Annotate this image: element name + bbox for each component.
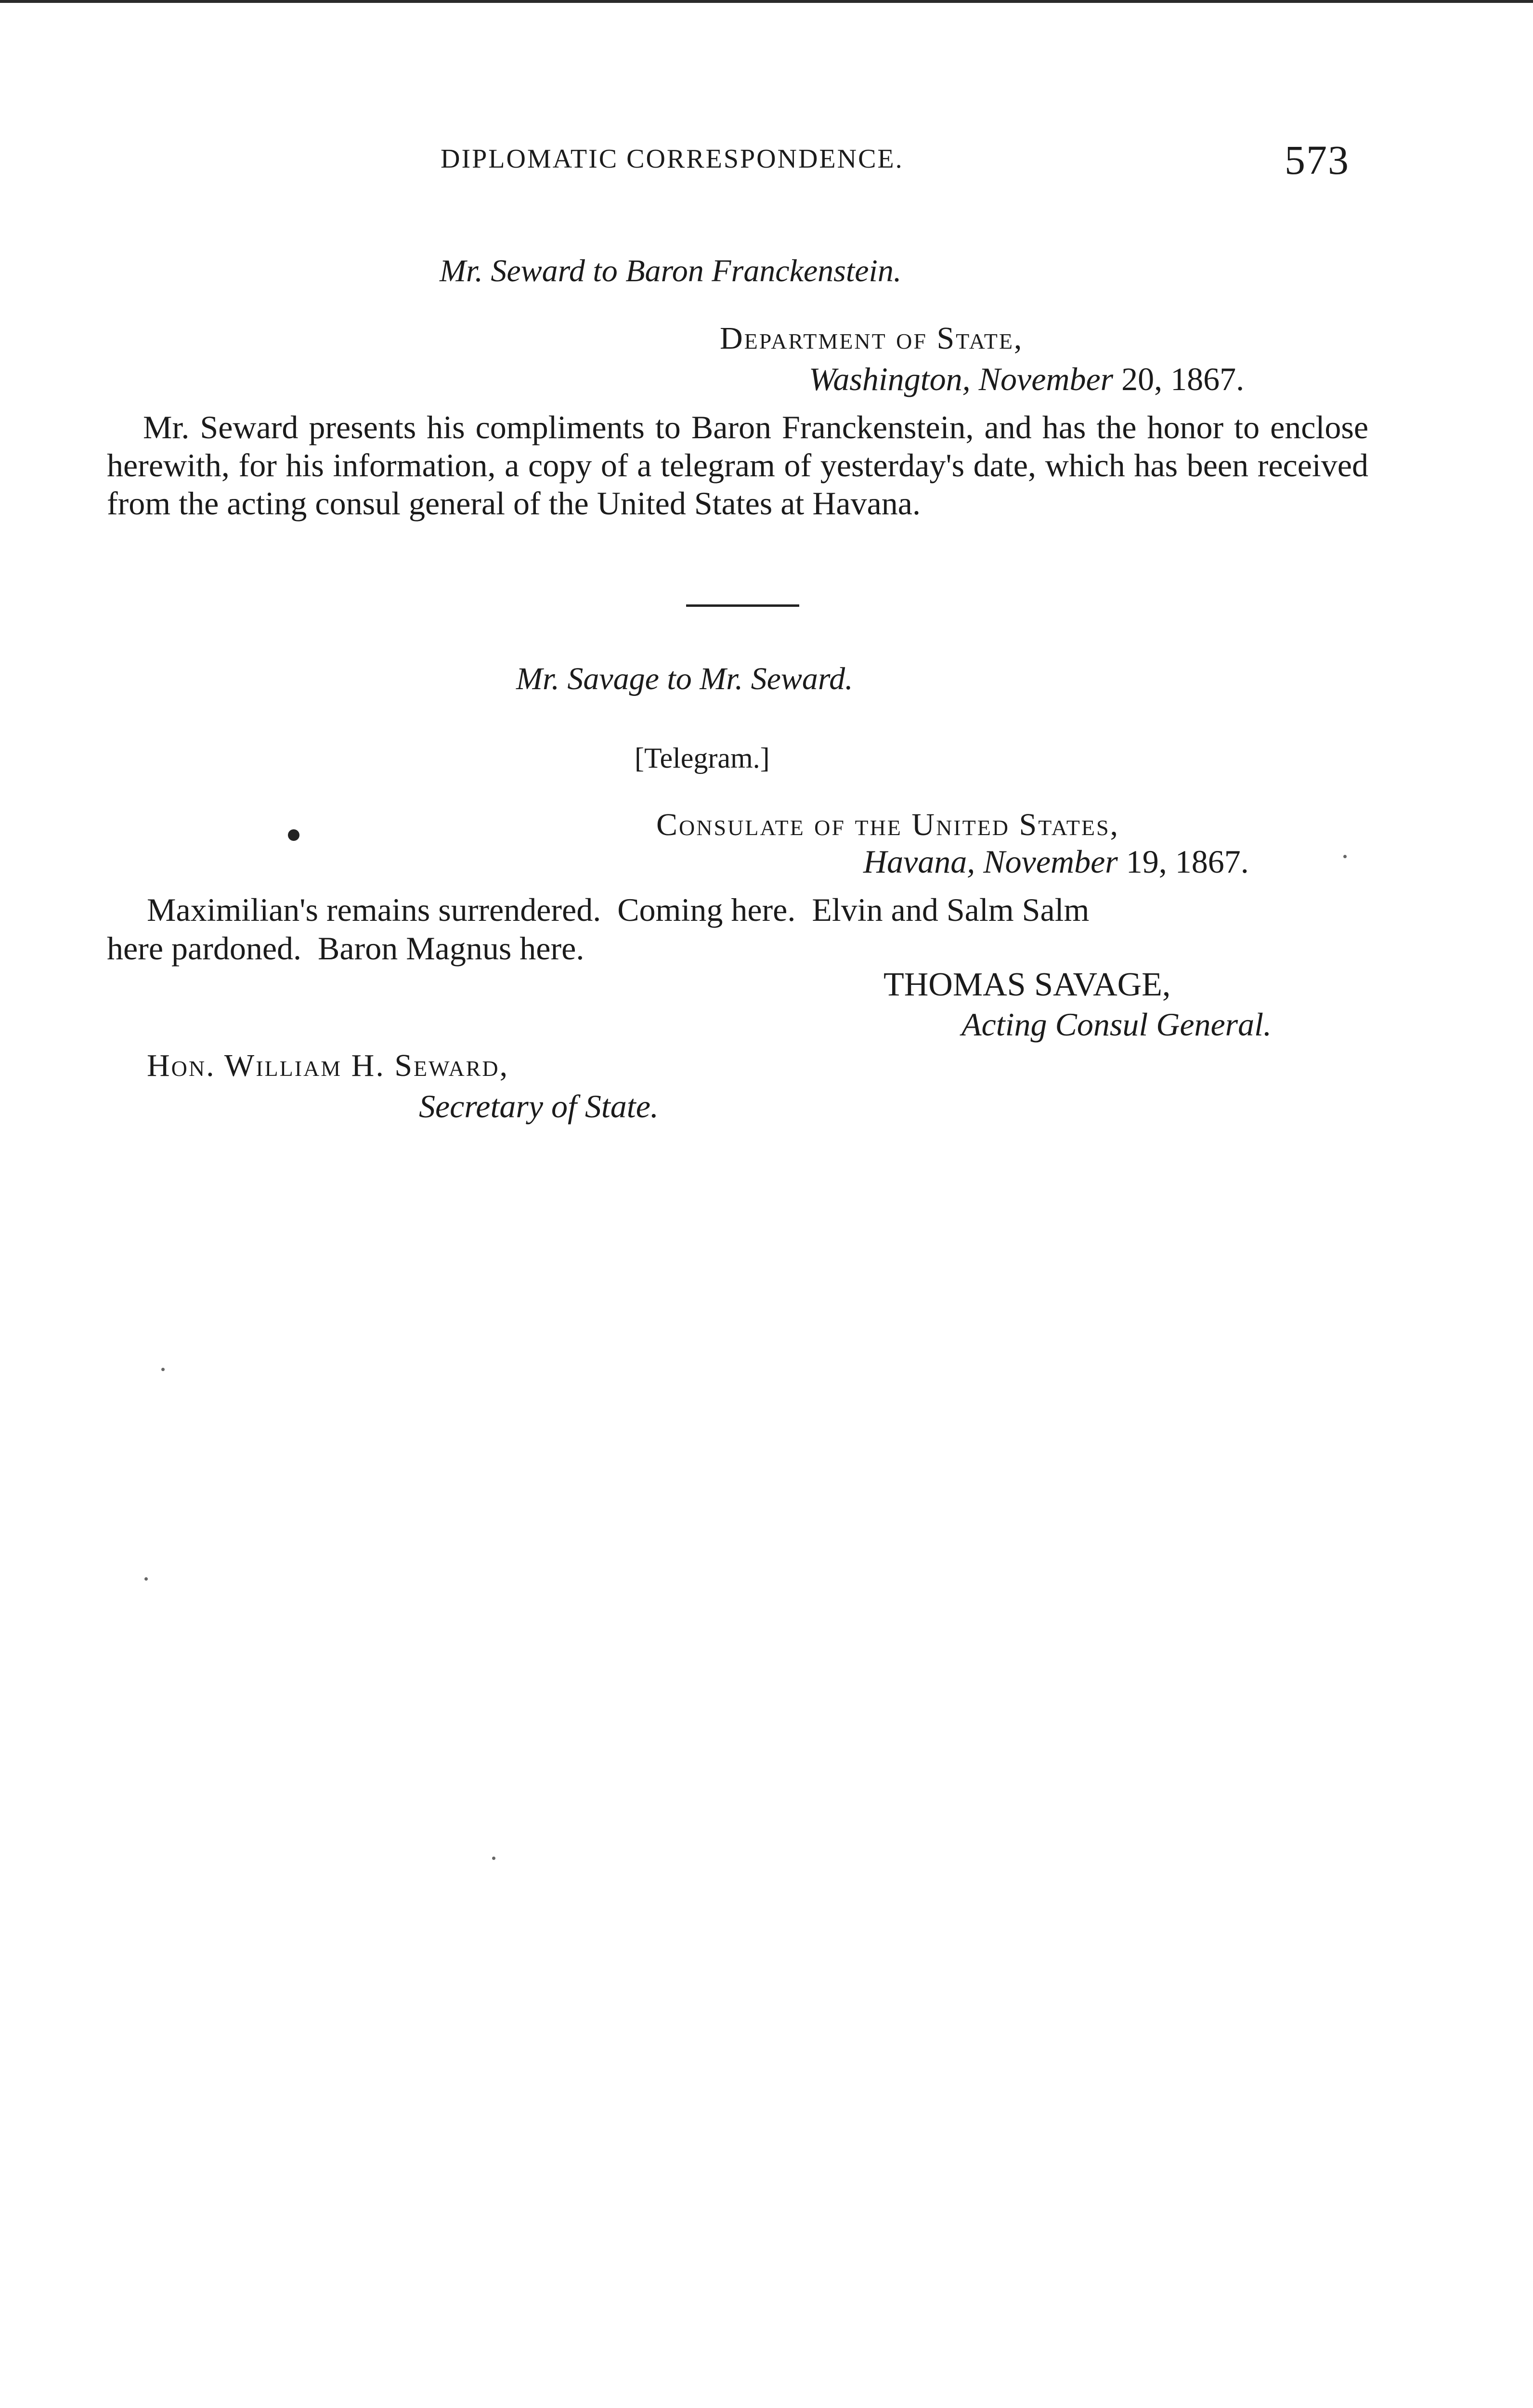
letter2-body-line2: here pardoned. Baron Magnus here. [107, 930, 585, 967]
signature-name: THOMAS SAVAGE, [883, 966, 1171, 1003]
letter1-place-line: Department of State, [720, 321, 1024, 356]
telegram-label: [Telegram.] [635, 742, 770, 774]
letter2-heading: Mr. Savage to Mr. Seward. [516, 661, 853, 696]
letter1-date-rest: 20, 1867. [1113, 361, 1245, 397]
section-divider [686, 604, 799, 607]
running-head: DIPLOMATIC CORRESPONDENCE. [441, 144, 904, 174]
letter2-date-place: Havana, November [863, 843, 1118, 880]
ink-mark [1343, 855, 1347, 858]
ink-mark [144, 1577, 148, 1581]
letter1-date-place: Washington, November [809, 361, 1114, 397]
letter2-dateline [863, 843, 1249, 881]
letter1-heading: Mr. Seward to Baron Franckenstein. [440, 253, 902, 288]
page-number: 573 [1285, 137, 1350, 183]
addressee-title: Secretary of State. [419, 1088, 659, 1125]
ink-speck [288, 829, 299, 841]
ink-mark [492, 1857, 495, 1860]
letter2-body-line1: Maximilian's remains surrendered. Coming here. Elvin and Salm Salm [147, 891, 1090, 928]
page-top-edge [0, 0, 1533, 3]
ink-mark [161, 1368, 165, 1371]
letter1-body-text: Mr. Seward presents his compliments to Baron Franckenstein, and has the honor to enclose herewith, for his information, a copy of a telegram of yesterday's date, which has been received from the acting consul general of the United States at Havana. [107, 409, 1368, 522]
letter1-dateline [809, 360, 1244, 398]
letter2-date-rest: 19, 1867. [1117, 843, 1249, 880]
letter2-place-line: Consulate of the United States, [656, 807, 1120, 842]
letter1-body [107, 408, 1368, 523]
addressee-name: Hon. William H. Seward, [147, 1048, 509, 1083]
signature-title: Acting Consul General. [961, 1006, 1272, 1043]
